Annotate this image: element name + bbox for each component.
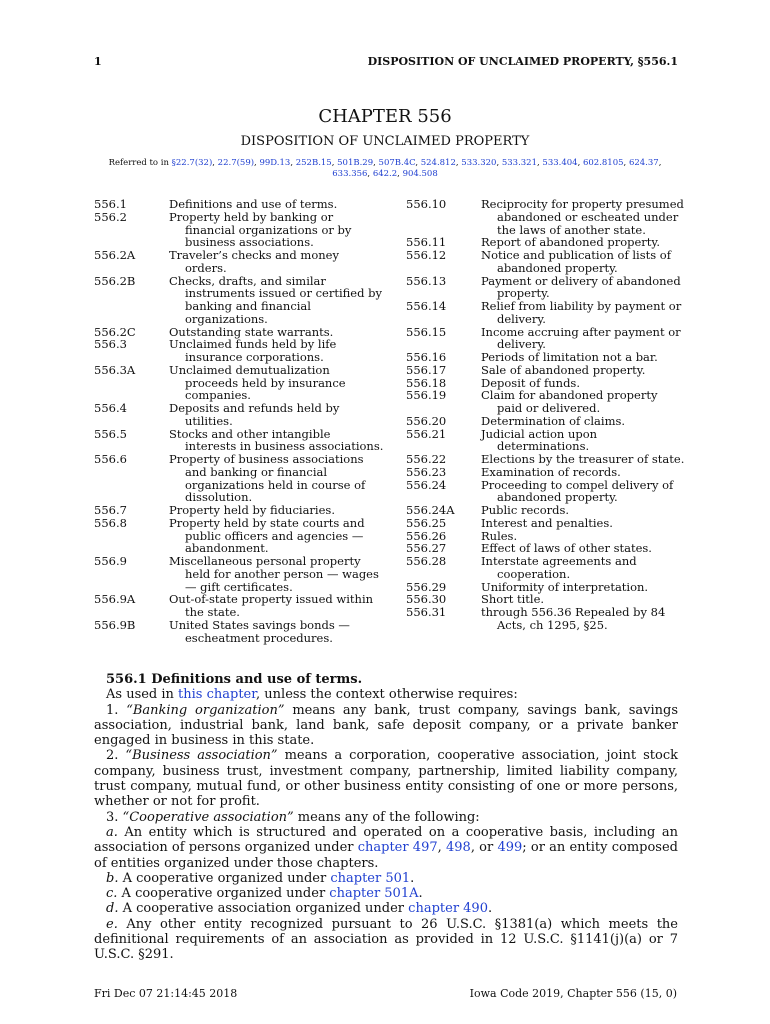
para-number: 2. [106, 748, 119, 764]
referred-to-line [98, 158, 672, 180]
toc-section-number: 556.24 [406, 477, 447, 492]
toc-section-number: 556.8 [94, 515, 127, 530]
reference-link[interactable]: 252B.15 [295, 158, 332, 168]
reference-link[interactable]: 99D.13 [259, 158, 291, 168]
toc-section-number: 556.15 [406, 324, 447, 339]
toc-section-number: 556.10 [406, 197, 447, 211]
toc-entry[interactable] [406, 275, 686, 301]
toc-section-title: Relief from liability by payment or delivery. [481, 299, 682, 326]
toc-section-number: 556.2 [94, 209, 127, 224]
toc-section-number: 556.3 [94, 337, 127, 352]
toc-entry[interactable] [94, 402, 384, 428]
sub-label: b. [106, 870, 119, 886]
toc-entry[interactable] [406, 351, 686, 364]
toc-section-number: 556.14 [406, 299, 447, 313]
period: . [410, 870, 415, 886]
toc-entry[interactable] [406, 389, 686, 415]
toc-section-title: Property held by banking or financial organizations or by business associations. [169, 209, 352, 250]
reference-separator: , [290, 158, 296, 168]
subparagraph-e [94, 917, 678, 963]
reference-link[interactable]: 524.812 [420, 158, 456, 168]
reference-separator: , [415, 158, 421, 168]
sub-label: e. [106, 916, 118, 932]
reference-separator: , [367, 169, 373, 179]
separator: , or [470, 840, 498, 856]
toc-entry[interactable] [94, 593, 384, 619]
toc-section-title: Judicial action upon determinations. [481, 426, 598, 454]
reference-link[interactable]: 904.508 [402, 169, 438, 179]
reference-separator: , [331, 158, 338, 168]
toc-entry[interactable] [94, 211, 384, 249]
toc-section-number: 556.3A [94, 362, 136, 377]
toc-section-title: Sale of abandoned property. [481, 362, 646, 377]
defined-term: “Cooperative association” [122, 809, 294, 825]
chapter-490-link[interactable]: chapter 490 [408, 901, 488, 917]
toc-entry[interactable] [406, 555, 686, 581]
toc-section-number: 556.2A [94, 248, 136, 262]
toc-section-number: 556.21 [406, 426, 447, 441]
toc-entry[interactable] [406, 581, 686, 594]
toc-section-title: Traveler’s checks and money orders. [169, 248, 339, 275]
toc-section-number: 556.31 [406, 605, 447, 619]
toc-entry[interactable] [94, 619, 384, 645]
toc-section-number: 556.27 [406, 541, 447, 556]
chapter-title: CHAPTER 556 [318, 106, 452, 127]
reference-separator: , [254, 158, 260, 168]
toc-section-title: Deposit of funds. [481, 375, 580, 390]
toc-entry[interactable] [406, 300, 686, 326]
footer-timestamp: Fri Dec 07 21:14:45 2018 [94, 987, 238, 1000]
reference-link[interactable]: 533.321 [501, 158, 537, 168]
toc-section-title: Effect of laws of other states. [481, 541, 652, 556]
toc-section-title: Periods of limitation not a bar. [481, 350, 658, 364]
toc-section-title: Reciprocity for property presumed abandoned or escheated under the laws of another state. [481, 197, 684, 237]
toc-section-number: 556.22 [406, 452, 447, 466]
toc-section-number: 556.18 [406, 375, 447, 390]
reference-separator: , [397, 169, 403, 179]
para-number: 3. [106, 809, 119, 825]
intro-text: As used in [106, 687, 179, 703]
subparagraph-c [94, 886, 678, 901]
sub-label: d. [106, 901, 119, 917]
toc-section-title: Uniformity of interpretation. [481, 579, 649, 594]
chapter-501-link[interactable]: chapter 501 [330, 870, 411, 886]
toc-section-number: 556.16 [406, 350, 447, 364]
subparagraph-b [94, 871, 678, 886]
toc-section-title: Notice and publication of lists of abandoned property. [481, 248, 671, 275]
toc-section-number: 556.2C [94, 324, 136, 339]
defined-term: “Banking organization” [126, 702, 285, 718]
toc-left-column [94, 198, 384, 644]
period: . [418, 886, 423, 902]
toc-section-number: 556.28 [406, 554, 447, 568]
sub-text: Any other entity recognized pursuant to 26 U.S.C. §1381(a) which meets the definitional requirements of an association as provided in 12 U.S.C. §1141(j)(a) or 7 U.S.C. §291. [94, 916, 678, 963]
toc-entry[interactable] [94, 517, 384, 555]
toc-section-title: Outstanding state warrants. [169, 324, 334, 339]
sub-label: a. [106, 824, 118, 840]
toc-section-title: Elections by the treasurer of state. [481, 452, 685, 466]
toc-section-number: 556.2B [94, 273, 136, 288]
intro-paragraph [94, 687, 678, 702]
reference-link[interactable]: 642.2 [372, 169, 398, 179]
reference-separator: , [373, 158, 379, 168]
toc-section-number: 556.12 [406, 248, 447, 262]
toc-section-number: 556.11 [406, 235, 447, 250]
toc-section-number: 556.9 [94, 554, 127, 568]
period: . [487, 901, 493, 917]
toc-entry[interactable] [406, 517, 686, 530]
toc-section-title: Property held by fiduciaries. [169, 503, 335, 517]
toc-entry[interactable] [406, 249, 686, 275]
definition-text: means any of the following: [293, 809, 480, 825]
toc-entry[interactable] [406, 453, 686, 466]
chapter-501a-link[interactable]: chapter 501A [329, 886, 419, 902]
toc-section-title: Unclaimed funds held by life insurance corporations. [169, 337, 337, 364]
toc-section-number: 556.9B [94, 617, 136, 632]
toc-section-title: Payment or delivery of abandoned property. [481, 273, 681, 301]
toc-entry[interactable] [94, 249, 384, 275]
reference-link[interactable]: 501B.29 [337, 158, 374, 168]
reference-link[interactable]: 633.356 [332, 169, 368, 179]
toc-section-number: 556.5 [94, 426, 127, 441]
toc-entry[interactable] [94, 338, 384, 364]
this-chapter-link[interactable]: this chapter [178, 687, 257, 703]
chapter-497-link[interactable]: chapter 497 [357, 840, 438, 856]
toc-entry[interactable] [406, 479, 686, 505]
sub-text: A cooperative organized under [118, 870, 331, 886]
definition-text: means a corporation, cooperative association, joint stock company, business trust, investment company, partnership, limited liability company, trust company, mutual fund, or other business entity consisting of one or more persons, whether or not for profit. [94, 748, 678, 810]
toc-section-title: Unclaimed demutualization proceeds held by insurance companies. [169, 362, 346, 403]
toc-section-title: Property of business associations and banking or financial organizations held in course of dissolution. [169, 452, 366, 505]
referred-links [172, 158, 662, 179]
toc-section-title: Checks, drafts, and similar instruments issued or certified by banking and financial organizations. [169, 273, 382, 326]
toc-section-number: 556.26 [406, 528, 447, 543]
reference-link[interactable]: 22.7(59) [217, 158, 255, 168]
footer-citation: Iowa Code 2019, Chapter 556 (15, 0) [469, 987, 677, 1000]
toc-section-number: 556.25 [406, 515, 447, 530]
toc-section-title: Definitions and use of terms. [169, 197, 338, 211]
toc-section-title: Interstate agreements and cooperation. [481, 554, 637, 581]
subparagraph-a [94, 825, 678, 871]
toc-section-number: 556.9A [94, 592, 136, 607]
toc-entry[interactable] [406, 504, 686, 517]
toc-section-title: Interest and penalties. [481, 515, 613, 530]
reference-link[interactable]: 602.8105 [582, 158, 624, 168]
sub-text: A cooperative association organized under [118, 901, 409, 917]
subparagraph-d [94, 901, 678, 916]
reference-separator: , [537, 158, 543, 168]
toc-section-title: Property held by state courts and public officers and agencies — abandonment. [169, 515, 365, 556]
referred-prefix: Referred to in [108, 158, 172, 168]
toc-section-title: Proceeding to compel delivery of abandoned property. [481, 477, 674, 505]
definition-2 [94, 748, 678, 809]
toc-section-title: Out-of-state property issued within the state. [169, 592, 374, 619]
section-body [94, 672, 678, 963]
toc-section-number: 556.29 [406, 579, 447, 594]
section-heading: 556.1 Definitions and use of terms. [106, 672, 363, 687]
chapter-498-link[interactable]: 498 [445, 840, 471, 856]
toc-section-title: Rules. [481, 528, 518, 543]
reference-link[interactable]: 533.404 [542, 158, 578, 168]
toc-entry[interactable] [406, 198, 686, 236]
toc-section-title: Examination of records. [481, 464, 621, 479]
reference-link[interactable]: 533.320 [461, 158, 497, 168]
toc-entry[interactable] [406, 466, 686, 479]
toc-section-title: Income accruing after payment or delivery. [481, 324, 681, 352]
toc-entry[interactable] [94, 504, 384, 517]
toc-entry[interactable] [406, 415, 686, 428]
sub-text-end: ; or an entity composed of entities organized under those chapters. [94, 840, 678, 871]
toc-section-number: 556.23 [406, 464, 447, 479]
toc-section-number: 556.30 [406, 592, 447, 607]
toc-section-number: 556.24A [406, 503, 455, 517]
toc-section-number: 556.20 [406, 413, 447, 428]
toc-section-title: Short title. [481, 592, 545, 607]
toc-entry[interactable] [94, 428, 384, 454]
toc-section-title: Stocks and other intangible interests in business associations. [169, 426, 384, 454]
sub-label: c. [106, 886, 118, 902]
toc-section-title: Public records. [481, 503, 570, 517]
toc-entry[interactable] [406, 326, 686, 352]
toc-entry[interactable] [406, 606, 686, 632]
reference-separator: , [455, 158, 462, 168]
toc-right-column [406, 198, 686, 632]
para-number: 1. [106, 702, 119, 718]
reference-link[interactable]: 507B.4C [378, 158, 416, 168]
chapter-subtitle: DISPOSITION OF UNCLAIMED PROPERTY [240, 134, 530, 149]
toc-section-title: Determination of claims. [481, 413, 626, 428]
reference-link[interactable]: §22.7(32) [171, 158, 213, 168]
definition-text: means any bank, trust company, savings bank, savings association, industrial bank, land bank, safe deposit company, or a private banker engaged in business in this state. [94, 702, 678, 749]
reference-separator: , [623, 158, 629, 168]
toc-entry[interactable] [94, 555, 384, 593]
toc-section-title: Claim for abandoned property paid or delivered. [481, 388, 658, 415]
toc-section-number: 556.17 [406, 362, 447, 377]
toc-section-number: 556.1 [94, 197, 127, 211]
reference-separator: , [496, 158, 502, 168]
toc-section-number: 556.6 [94, 452, 127, 466]
toc-section-number: 556.4 [94, 401, 127, 415]
reference-link[interactable]: 624.37 [628, 158, 659, 168]
toc-section-title: Miscellaneous personal property held for another person — wages — gift certificates. [169, 554, 379, 594]
sub-text: A cooperative organized under [117, 886, 330, 902]
toc-section-number: 556.19 [406, 388, 447, 403]
running-header: DISPOSITION OF UNCLAIMED PROPERTY, §556.1 [367, 55, 678, 68]
toc-section-title: through 556.36 Repealed by 84 Acts, ch 1295, §25. [481, 605, 666, 632]
reference-separator: , [212, 158, 218, 168]
toc-section-title: United States savings bonds — escheatment procedures. [169, 617, 350, 645]
chapter-499-link[interactable]: 499 [497, 840, 523, 856]
toc-entry[interactable] [94, 364, 384, 402]
intro-text-end: , unless the context otherwise requires: [256, 687, 518, 703]
sub-text: An entity which is structured and operated on a cooperative basis, including an association of persons organized under [94, 824, 678, 856]
page-number: 1 [94, 55, 102, 68]
toc-section-number: 556.13 [406, 273, 447, 288]
reference-separator: , [658, 158, 662, 168]
toc-entry[interactable] [94, 275, 384, 326]
definition-1 [94, 703, 678, 749]
toc-entry[interactable] [406, 364, 686, 377]
reference-separator: , [577, 158, 583, 168]
defined-term: “Business association” [125, 748, 278, 764]
toc-entry[interactable] [406, 428, 686, 454]
toc-section-title: Report of abandoned property. [481, 235, 661, 250]
definition-3 [94, 810, 678, 825]
separator: , [437, 840, 446, 856]
toc-section-title: Deposits and refunds held by utilities. [169, 401, 340, 428]
toc-entry[interactable] [94, 198, 384, 211]
toc-section-number: 556.7 [94, 503, 127, 517]
toc-entry[interactable] [94, 453, 384, 504]
